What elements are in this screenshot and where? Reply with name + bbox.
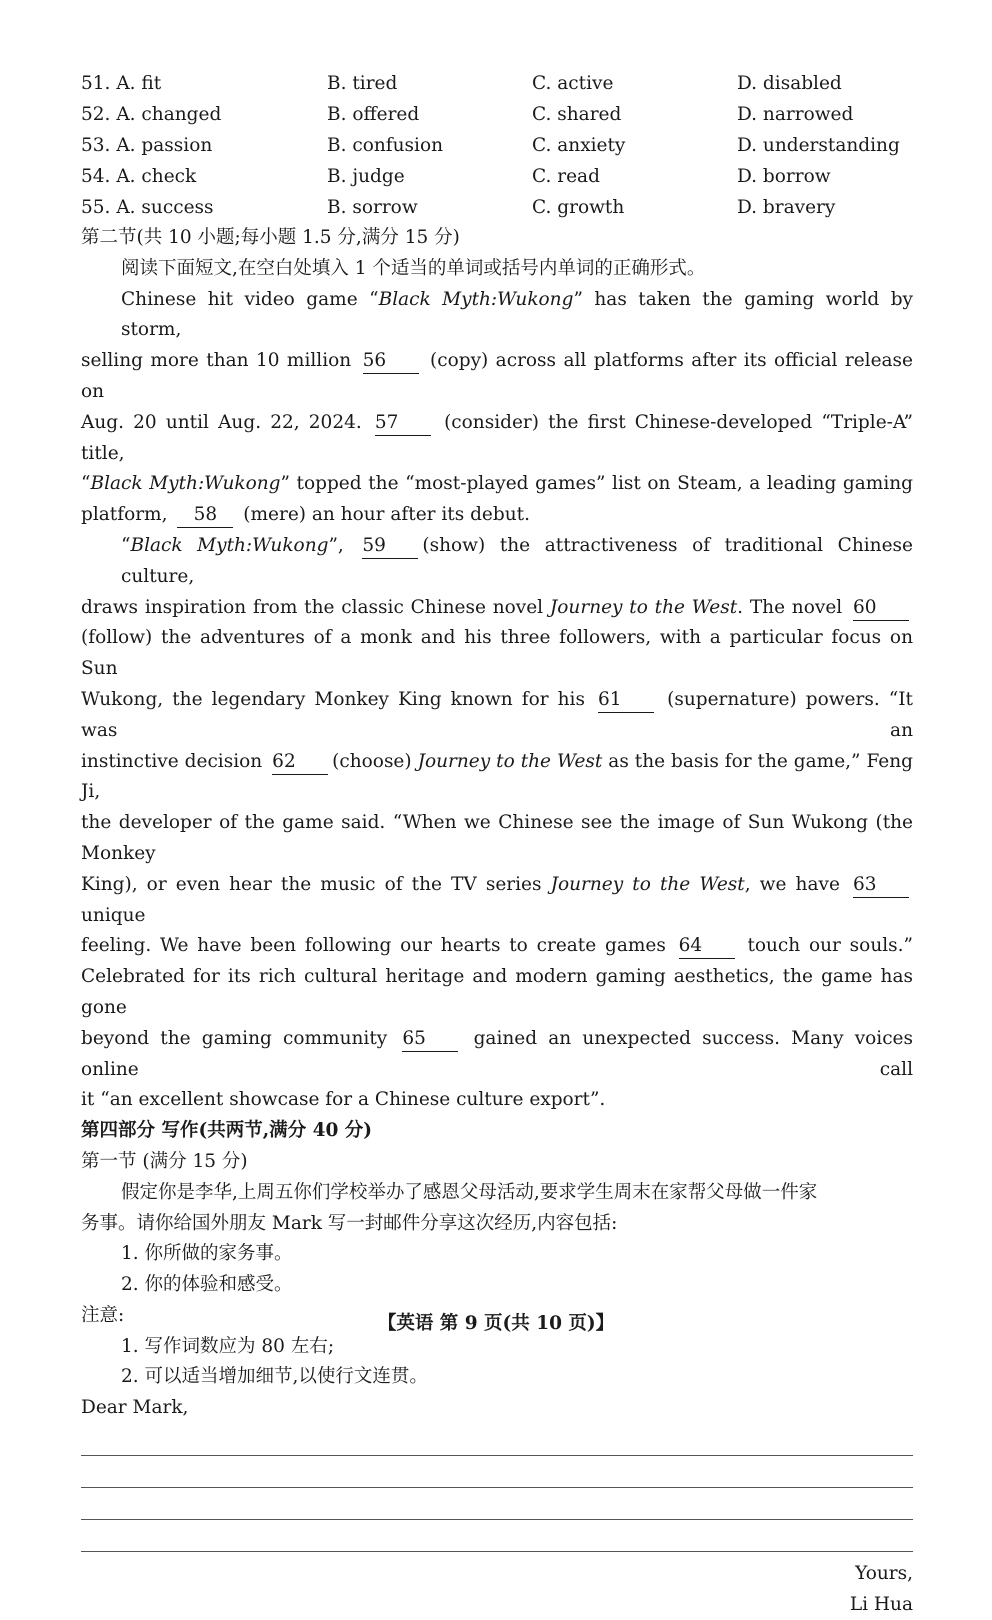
option-a: A. passion <box>116 135 213 156</box>
option-c: C. growth <box>532 197 625 218</box>
passage-line: King), or even hear the music of the TV series Journey to the West, we have 63 unique <box>81 870 913 932</box>
section2-heading: 第二节(共 10 小题;每小题 1.5 分,满分 15 分) <box>81 227 460 248</box>
passage-line: platform, 58 (mere) an hour after its debut. <box>81 500 913 531</box>
passage-line: “Black Myth:Wukong”, 59 (show) the attractiveness of traditional Chinese culture, <box>121 534 913 587</box>
writing-prompt: 假定你是李华,上周五你们学校举办了感恩父母活动,要求学生周末在家帮父母做一件家 <box>121 1181 818 1203</box>
novel-title: Journey to the West <box>550 873 745 895</box>
option-d: D. disabled <box>737 73 842 94</box>
question-number: 52. <box>81 104 111 125</box>
option-c: C. read <box>532 166 600 187</box>
note-label: 注意: <box>81 1304 125 1326</box>
blank-63[interactable]: 63 <box>853 873 909 898</box>
blank-57[interactable]: 57 <box>375 411 431 436</box>
question-number: 53. <box>81 135 111 156</box>
game-title: Black Myth:Wukong <box>378 288 574 310</box>
part4-section1-heading: 第一节 (满分 15 分) <box>81 1150 248 1172</box>
options-block <box>81 68 913 223</box>
option-a: A. check <box>116 166 197 187</box>
passage-line: beyond the gaming community 65 gained an unexpected success. Many voices online call <box>81 1027 914 1080</box>
content-item: 1. 你所做的家务事。 <box>121 1243 293 1265</box>
passage-line: selling more than 10 million 56 (copy) across all platforms after its official release on <box>81 350 913 402</box>
option-d: D. understanding <box>737 135 900 156</box>
part4-heading: 第四部分 写作(共两节,满分 40 分) <box>81 1120 373 1142</box>
option-b: B. sorrow <box>327 197 418 218</box>
passage-line: “Black Myth:Wukong” topped the “most-played games” list on Steam, a leading gaming <box>81 473 913 495</box>
page-footer: 【英语 第 9 页(共 10 页)】 <box>377 1313 615 1334</box>
game-title: Black Myth:Wukong <box>130 534 329 556</box>
option-b: B. offered <box>327 104 420 125</box>
option-row-51 <box>81 68 913 99</box>
passage-line: feeling. We have been following our hearts to create games 64 touch our souls.” <box>81 931 913 962</box>
blank-65[interactable]: 65 <box>402 1027 458 1052</box>
question-number: 55. <box>81 197 111 218</box>
option-c: C. anxiety <box>532 135 626 156</box>
question-number: 51. <box>81 73 111 94</box>
exam-page <box>81 68 913 1620</box>
option-row-52 <box>81 99 913 130</box>
writing-area[interactable] <box>81 1424 913 1552</box>
passage-line: draws inspiration from the classic Chinese novel Journey to the West. The novel 60 <box>81 593 913 624</box>
novel-title: Journey to the West <box>417 750 603 772</box>
passage <box>81 285 913 1117</box>
content-item: 2. 你的体验和感受。 <box>121 1274 293 1296</box>
option-row-54 <box>81 161 913 192</box>
option-a: A. fit <box>116 73 162 94</box>
option-a: A. success <box>116 197 214 218</box>
option-d: D. borrow <box>737 166 831 187</box>
letter-greeting: Dear Mark, <box>81 1397 189 1419</box>
option-a: A. changed <box>116 104 222 125</box>
passage-line: it “an excellent showcase for a Chinese culture export”. <box>81 1089 606 1111</box>
question-number: 54. <box>81 166 111 187</box>
option-b: B. confusion <box>327 135 443 156</box>
writing-prompt: 务事。请你给国外朋友 Mark 写一封邮件分享这次经历,内容包括: <box>81 1212 618 1234</box>
option-d: D. narrowed <box>737 104 854 125</box>
blank-58[interactable]: 58 <box>177 503 233 528</box>
note-item: 2. 可以适当增加细节,以使行文连贯。 <box>121 1366 428 1388</box>
blank-60[interactable]: 60 <box>853 596 909 621</box>
novel-title: Journey to the West <box>549 596 738 618</box>
passage-line: Celebrated for its rich cultural heritage and modern gaming aesthetics, the game has gone <box>81 966 913 1018</box>
writing-line[interactable] <box>81 1520 913 1552</box>
passage-line: Wukong, the legendary Monkey King known for his 61 (supernature) powers. “It was an <box>81 688 913 741</box>
blank-59[interactable]: 59 <box>362 534 418 559</box>
option-d: D. bravery <box>737 197 836 218</box>
writing-line[interactable] <box>81 1488 913 1520</box>
passage-line: instinctive decision 62 (choose) Journey to the West as the basis for the game,” Feng Ji, <box>81 750 913 803</box>
option-row-55 <box>81 192 913 223</box>
passage-line: (follow) the adventures of a monk and his three followers, with a particular focus on Sun <box>81 627 913 680</box>
option-c: C. shared <box>532 104 622 125</box>
writing-line[interactable] <box>81 1456 913 1488</box>
blank-62[interactable]: 62 <box>272 750 328 775</box>
option-b: B. tired <box>327 73 398 94</box>
writing-line[interactable] <box>81 1424 913 1456</box>
option-c: C. active <box>532 73 614 94</box>
note-item: 1. 写作词数应为 80 左右; <box>121 1335 335 1357</box>
option-b: B. judge <box>327 166 405 187</box>
passage-line: the developer of the game said. “When we Chinese see the image of Sun Wukong (the Monkey <box>81 812 913 864</box>
section2-instruction: 阅读下面短文,在空白处填入 1 个适当的单词或括号内单词的正确形式。 <box>121 257 706 279</box>
blank-61[interactable]: 61 <box>598 688 654 713</box>
letter-closing: Yours, <box>855 1563 913 1585</box>
option-row-53 <box>81 130 913 161</box>
passage-line: Aug. 20 until Aug. 22, 2024. 57 (consider) the first Chinese-developed “Triple-A” title, <box>81 411 913 464</box>
blank-64[interactable]: 64 <box>679 934 735 959</box>
blank-56[interactable]: 56 <box>363 349 419 374</box>
letter-signature: Li Hua <box>849 1594 913 1616</box>
game-title: Black Myth:Wukong <box>90 473 281 495</box>
passage-line: Chinese hit video game “Black Myth:Wukong” has taken the gaming world by storm, <box>121 288 913 341</box>
